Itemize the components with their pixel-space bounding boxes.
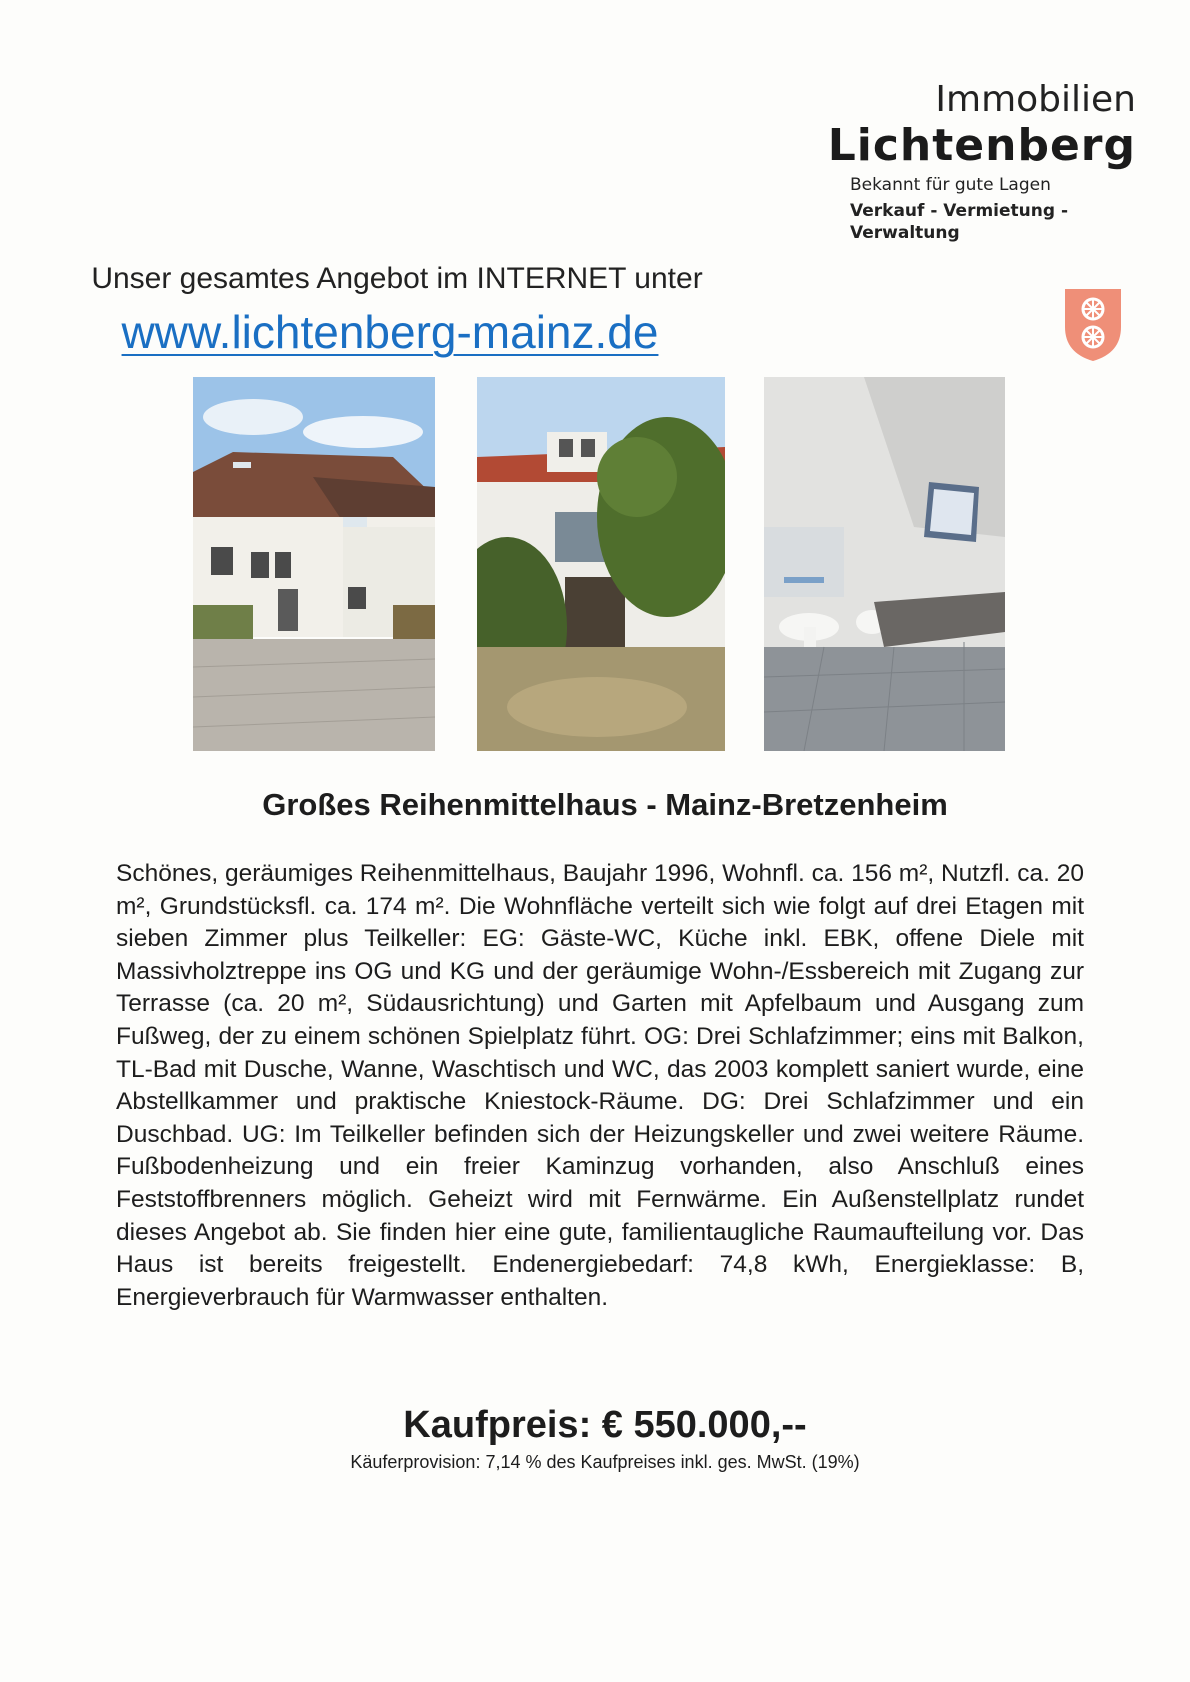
website-link[interactable]: www.lichtenberg-mainz.de [121, 306, 659, 358]
internet-intro: Unser gesamtes Angebot im INTERNET unter [91, 262, 703, 295]
letterhead-immobilien: Immobilien [935, 79, 1136, 120]
letterhead-tagline: Bekannt für gute Lagen [850, 175, 1051, 195]
photo-house-garden [477, 377, 725, 751]
photo-house-front [193, 377, 435, 751]
listing-price: Kaufpreis: € 550.000,-- [403, 1404, 807, 1446]
listing-description: Schönes, geräumiges Reihenmittelhaus, Baujahr 1996, Wohnfl. ca. 156 m², Nutzfl. ca. 20 m², Grundstücksfl. ca. 174 m². Die Wohnfläche verteilt sich wie folgt auf drei Etagen mit sieben Zimmer plus Teilkeller: EG: Gäste-WC, Küche inkl. EBK, offene Diele mit Massivholztreppe ins OG und KG und der geräumige Wohn-/Essbereich mit Zugang zur Terrasse (ca. 20 m², Südausrichtung) und Garten mit Apfelbaum und Ausgang zum Fußweg, der zu einem schönen Spielplatz führt. OG: Drei Schlafzimmer; eins mit Balkon, TL-Bad mit Dusche, Wanne, Waschtisch und WC, das 2003 komplett saniert wurde, eine Abstellkammer und praktische Kniestock-Räume. DG: Drei Schlafzimmer und ein Duschbad. UG: Im Teilkeller befinden sich der Heizungskeller und zwei weitere Räume. Fußbodenheizung und ein freier Kaminzug vorhanden, also Anschluß eines Feststoffbrenners möglich. Geheizt wird mit Fernwärme. Ein Außenstellplatz rundet dieses Angebot ab. Sie finden hier eine gute, familientaugliche Raumaufteilung vor. Das Haus ist bereits freigestellt. Endenergiebedarf: 74,8 kWh, Energieklasse: B, Energieverbrauch für Warmwasser enthalten. [116, 860, 1084, 1311]
letterhead-brand: Lichtenberg [827, 120, 1136, 171]
photo-bathroom [764, 377, 1005, 751]
letterhead [736, 80, 1136, 244]
letterhead-services: Verkauf - Vermietung - Verwaltung [850, 201, 1068, 243]
listing-headline: Großes Reihenmittelhaus - Mainz-Bretzenheim [262, 787, 948, 822]
buyer-commission: Käuferprovision: 7,14 % des Kaufpreises inkl. ges. MwSt. (19%) [350, 1452, 860, 1472]
mainz-wheel-crest-icon [1063, 283, 1123, 363]
